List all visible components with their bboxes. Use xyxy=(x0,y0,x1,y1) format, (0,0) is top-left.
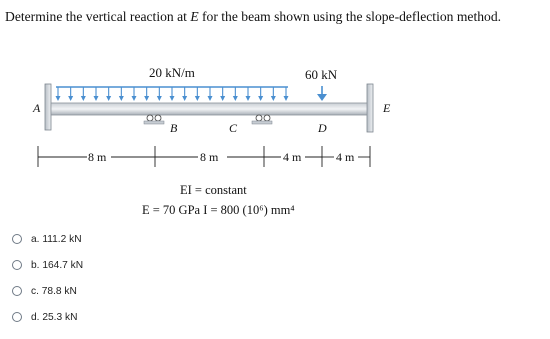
load-arrow-head xyxy=(246,96,251,101)
radio-d[interactable] xyxy=(12,312,22,322)
dim-cd: 4 m xyxy=(283,150,302,164)
load-arrow-head xyxy=(157,96,162,101)
load-arrow-head xyxy=(106,96,111,101)
dim-ab: 8 m xyxy=(88,150,107,164)
point-b-label: B xyxy=(170,121,178,135)
question-var: E xyxy=(190,9,199,24)
load-arrow-head xyxy=(220,96,225,101)
load-arrow-head xyxy=(271,96,276,101)
load-arrow-head xyxy=(119,96,124,101)
load-arrow-head xyxy=(258,96,263,101)
distributed-load-label: 20 kN/m xyxy=(149,65,195,80)
load-arrow-head xyxy=(195,96,200,101)
point-d-label: D xyxy=(318,121,327,135)
load-arrow-head xyxy=(132,96,137,101)
option-a[interactable] xyxy=(12,229,82,249)
load-arrow-head xyxy=(208,96,213,101)
beam xyxy=(51,103,367,115)
question-suffix: for the beam shown using the slope-deflection method. xyxy=(198,9,502,24)
load-arrow-head xyxy=(68,96,73,101)
option-d[interactable] xyxy=(12,307,77,327)
option-d-label: d. 25.3 kN xyxy=(31,311,78,323)
load-arrow-head xyxy=(170,96,175,101)
load-arrow-head xyxy=(81,96,86,101)
fixed-support-a xyxy=(45,84,51,130)
question-prefix: Determine the vertical reaction at xyxy=(5,9,191,24)
ei-note: EI = constant xyxy=(180,183,247,197)
option-b[interactable] xyxy=(12,255,83,275)
radio-a[interactable] xyxy=(12,234,22,244)
point-e-label: E xyxy=(383,101,391,115)
distributed-load-arrows xyxy=(56,87,289,101)
option-b-label: b. 164.7 kN xyxy=(31,259,84,271)
radio-b[interactable] xyxy=(12,260,22,270)
load-arrow-head xyxy=(182,96,187,101)
point-load-arrow xyxy=(317,86,327,101)
dim-bc: 8 m xyxy=(200,150,219,164)
load-arrow-head xyxy=(233,96,238,101)
load-arrow-head xyxy=(94,96,99,101)
point-a-label: A xyxy=(33,101,41,115)
option-c-label: c. 78.8 kN xyxy=(31,285,77,297)
load-arrow-head xyxy=(144,96,149,101)
point-c-label: C xyxy=(229,121,238,135)
fixed-support-e xyxy=(367,84,373,132)
load-arrow-head xyxy=(56,96,61,101)
dim-de: 4 m xyxy=(336,150,355,164)
option-a-label: a. 111.2 kN xyxy=(31,233,82,245)
point-load-label: 60 kN xyxy=(305,67,338,82)
material-properties: E = 70 GPa I = 800 (10⁶) mm⁴ xyxy=(142,203,295,217)
roller-support-b xyxy=(144,115,164,124)
load-arrow-head xyxy=(284,96,289,101)
roller-support-c xyxy=(252,115,272,124)
radio-c[interactable] xyxy=(12,286,22,296)
option-c[interactable] xyxy=(12,281,77,301)
